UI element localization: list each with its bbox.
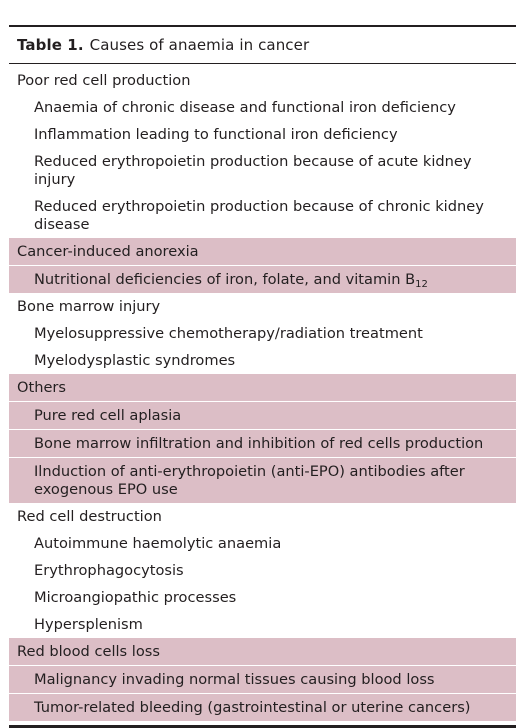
table-body [9, 64, 516, 725]
table-caption-title: Causes of anaemia in cancer [89, 36, 310, 54]
table-caption-label: Table 1. [17, 36, 84, 54]
group-bone-marrow-injury [9, 293, 516, 374]
list-item: Tumor-related bleeding (gastrointestinal or uterine cancers) [34, 698, 471, 716]
group-red-blood-cells-loss [9, 638, 516, 721]
table-caption [9, 27, 516, 63]
group-red-cell-destruction [9, 503, 516, 638]
group-heading: Others [9, 374, 516, 402]
list-item: Inflammation leading to functional iron deficiency [34, 125, 398, 143]
list-item: Myelodysplastic syndromes [34, 351, 236, 369]
list-item [9, 266, 516, 293]
group-heading: Cancer-induced anorexia [9, 238, 516, 266]
list-item: Microangiopathic processes [34, 588, 237, 606]
list-item: Bone marrow infiltration and inhibition of red cells production [9, 430, 516, 458]
list-item: Erythrophagocytosis [34, 561, 184, 579]
group-cancer-induced-anorexia [9, 238, 516, 293]
list-item: Malignancy invading normal tissues causing blood loss [9, 666, 516, 694]
table-1 [9, 25, 516, 728]
group-heading: Red cell destruction [17, 507, 162, 525]
group-others [9, 374, 516, 503]
list-item: Autoimmune haemolytic anaemia [34, 534, 282, 552]
list-item: Reduced erythropoietin production because of chronic kidney disease [34, 197, 484, 233]
list-item: Pure red cell aplasia [9, 402, 516, 430]
group-poor-red-cell-production [9, 67, 516, 238]
list-item: Hypersplenism [34, 615, 143, 633]
group-heading: Bone marrow injury [17, 297, 161, 315]
list-item: Anaemia of chronic disease and functional iron deficiency [34, 98, 456, 116]
group-heading: Red blood cells loss [9, 638, 516, 666]
subscript: 12 [415, 278, 428, 290]
list-item: Myelosuppressive chemotherapy/radiation treatment [34, 324, 423, 342]
list-item: Reduced erythropoietin production because of acute kidney injury [34, 152, 472, 188]
list-item-text: Nutritional deficiencies of iron, folate, and vitamin B [34, 270, 416, 288]
list-item: Ilnduction of anti-erythropoietin (anti-EPO) antibodies after exogenous EPO use [34, 462, 465, 498]
group-heading: Poor red cell production [17, 71, 191, 89]
